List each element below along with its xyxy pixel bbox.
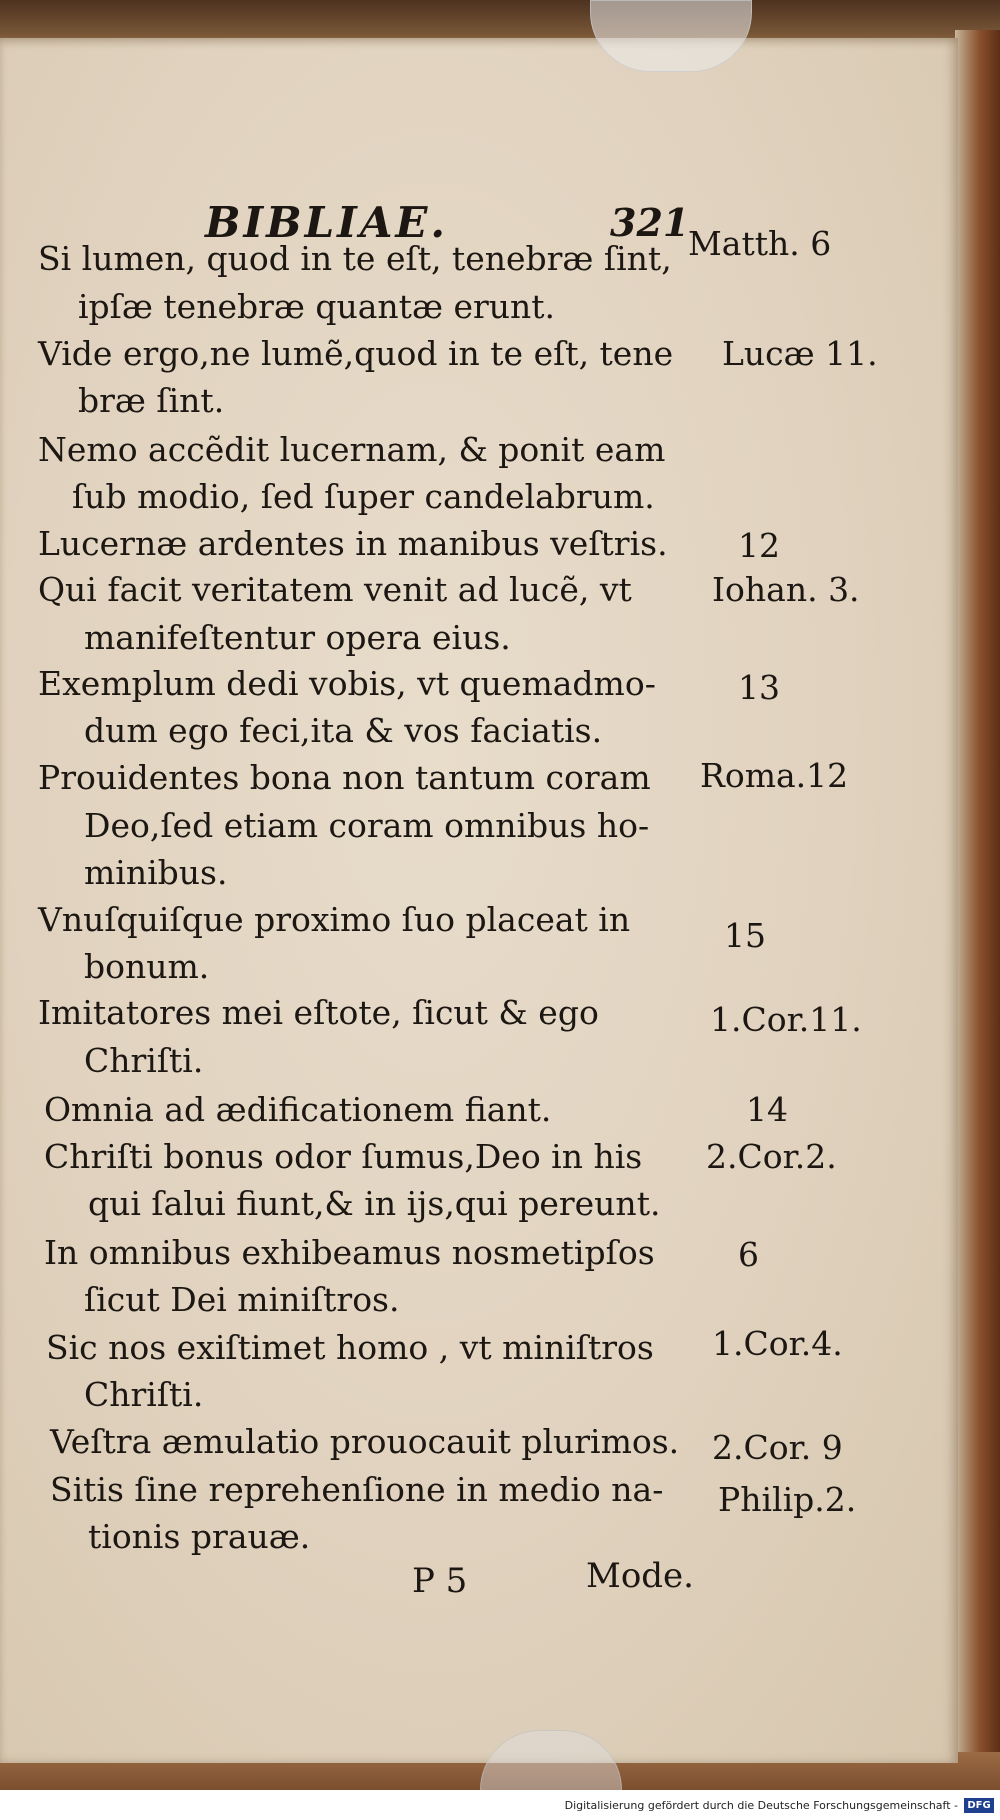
margin-reference: Matth. 6: [688, 224, 832, 263]
margin-reference: 12: [738, 526, 780, 565]
text-line: ſicut Dei miniſtros.: [84, 1280, 400, 1319]
margin-reference: Philip.2.: [718, 1480, 857, 1519]
page-number: 321: [610, 200, 690, 245]
text-line: ipſæ tenebræ quantæ erunt.: [78, 287, 556, 326]
margin-reference: 2.Cor. 9: [712, 1428, 843, 1467]
signature-mark: P 5: [412, 1561, 468, 1601]
text-line: Veſtra æmulatio prouocauit plurimos.: [50, 1422, 680, 1461]
text-line: In omnibus exhibeamus nosmetipſos: [44, 1233, 655, 1272]
running-head-title: BIBLIAE.: [205, 198, 449, 247]
text-line: qui ſalui fiunt,& in ijs,qui pereunt.: [88, 1184, 661, 1223]
text-line: bræ ſint.: [78, 381, 225, 420]
digitization-credit: Digitalisierung gefördert durch die Deutsche Forschungsgemeinschaft -: [564, 1799, 958, 1812]
text-line: Omnia ad ædificationem fiant.: [44, 1090, 552, 1129]
text-line: Prouidentes bona non tantum coram: [38, 758, 651, 797]
text-line: Exemplum dedi vobis, vt quemadmo-: [38, 664, 656, 703]
text-line: bonum.: [84, 947, 210, 986]
text-line: Deo,ſed etiam coram omnibus ho-: [84, 806, 650, 845]
text-line: Lucernæ ardentes in manibus veſtris.: [38, 524, 668, 563]
margin-reference: 2.Cor.2.: [706, 1137, 837, 1176]
margin-reference: 14: [746, 1090, 788, 1129]
book-right-edge: [955, 30, 1000, 1775]
margin-reference: 6: [738, 1235, 759, 1274]
text-line: Chriſti.: [84, 1375, 204, 1414]
page-text: [0, 38, 958, 1763]
margin-reference: 13: [738, 668, 780, 707]
margin-reference: 15: [724, 916, 766, 955]
margin-reference: Roma.12: [700, 756, 849, 795]
book-page: [0, 38, 958, 1763]
dfg-logo: DFG: [964, 1798, 994, 1813]
margin-reference: Iohan. 3.: [712, 570, 860, 609]
text-line: dum ego feci,ita & vos faciatis.: [84, 711, 603, 750]
margin-reference: Lucæ 11.: [722, 334, 878, 373]
margin-reference: 1.Cor.11.: [710, 1000, 862, 1039]
text-line: Nemo accẽdit lucernam, & ponit eam: [38, 430, 666, 469]
text-line: minibus.: [84, 853, 228, 892]
text-line: ſub modio, ſed ſuper candelabrum.: [72, 477, 655, 516]
text-line: manifeſtentur opera eius.: [84, 618, 511, 657]
text-line: Vnuſquiſque proximo ſuo placeat in: [38, 900, 631, 939]
text-line: Si lumen, quod in te eſt, tenebræ ſint,: [38, 239, 672, 278]
text-line: Sitis ſine reprehenſione in medio na-: [50, 1470, 664, 1509]
margin-reference: 1.Cor.4.: [712, 1324, 843, 1363]
text-line: Chriſti.: [84, 1041, 204, 1080]
catchword: Mode.: [586, 1556, 694, 1596]
text-line: Chriſti bonus odor ſumus,Deo in his: [44, 1137, 643, 1176]
text-line: Vide ergo,ne lumẽ,quod in te eſt, tene: [38, 334, 674, 373]
text-line: tionis prauæ.: [88, 1517, 311, 1556]
text-line: Sic nos exiſtimet homo , vt miniſtros: [46, 1328, 654, 1367]
text-line: Qui facit veritatem venit ad lucẽ, vt: [38, 570, 632, 609]
text-line: Imitatores mei eſtote, ſicut & ego: [38, 993, 599, 1032]
